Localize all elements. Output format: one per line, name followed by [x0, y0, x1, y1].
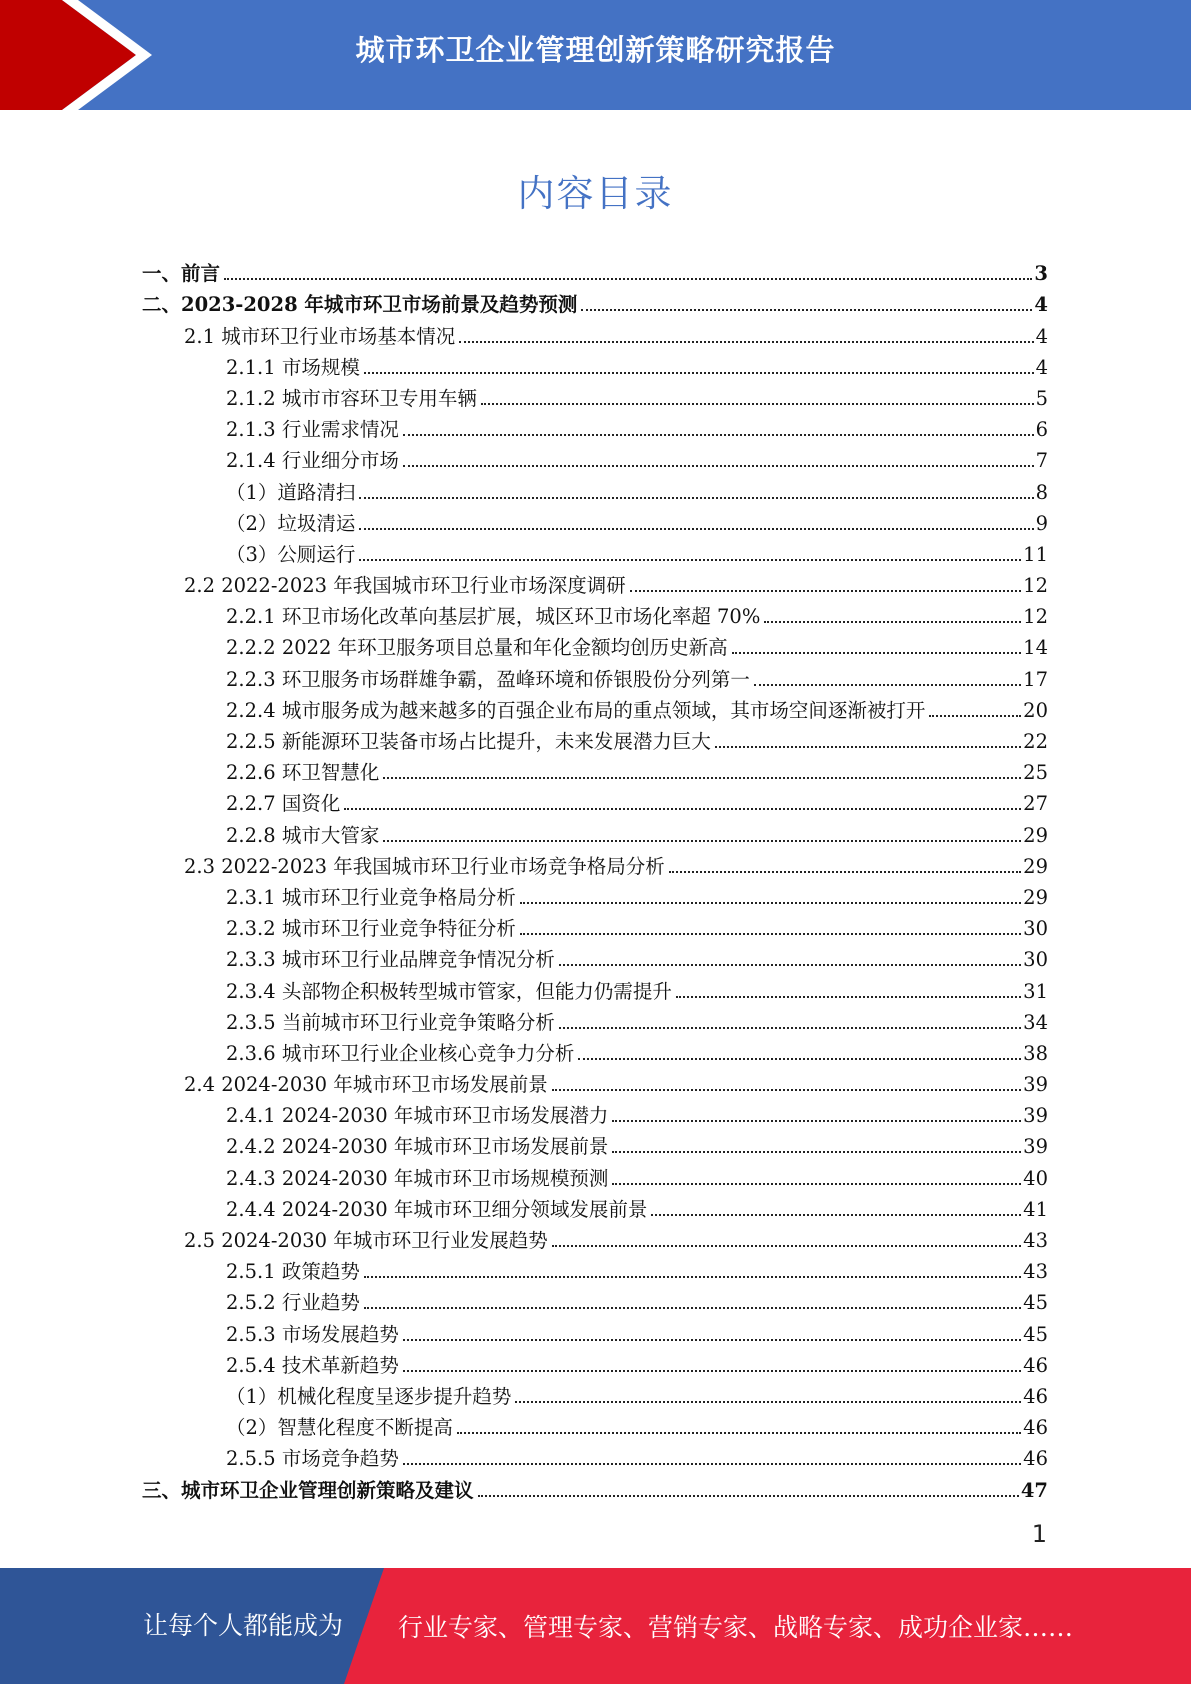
footer-slogan-left: 让每个人都能成为 [143, 1611, 344, 1640]
toc-dot-leader [481, 403, 1034, 405]
toc-entry[interactable] [142, 1158, 1048, 1189]
toc-entry-page: 29 [1023, 885, 1048, 909]
toc-entry-page: 46 [1023, 1384, 1048, 1408]
toc-entry[interactable] [142, 285, 1048, 316]
toc-entry-label: 2.5 2024-2030 年城市环卫行业发展趋势 [184, 1229, 548, 1252]
toc-entry[interactable] [142, 940, 1048, 971]
toc-entry-label: 2.5.4 技术革新趋势 [226, 1353, 399, 1377]
toc-dot-leader [520, 902, 1021, 904]
toc-dot-leader [383, 840, 1021, 842]
toc-dot-leader [552, 1245, 1021, 1247]
toc-dot-leader [520, 933, 1021, 935]
toc-dot-leader [630, 590, 1021, 592]
toc-entry-label: （2）智慧化程度不断提高 [226, 1416, 453, 1440]
toc-entry-label: 2.2.7 国资化 [226, 792, 341, 816]
toc-entry-page: 39 [1023, 1135, 1048, 1159]
toc-entry-label: 一、前言 [142, 262, 221, 286]
toc-entry[interactable] [142, 1127, 1048, 1158]
toc-entry[interactable] [142, 441, 1048, 472]
toc-entry-label: 2.2.6 环卫智慧化 [226, 761, 380, 785]
toc-entry-label: 2.2.4 城市服务成为越来越多的百强企业布局的重点领域，其市场空间逐渐被打开 [226, 698, 926, 722]
toc-entry-page: 41 [1023, 1197, 1048, 1221]
toc-entry[interactable] [142, 784, 1048, 815]
toc-entry-label: 2.3.5 当前城市环卫行业竞争策略分析 [226, 1010, 555, 1034]
toc-entry[interactable] [142, 971, 1048, 1002]
toc-entry-page: 25 [1023, 761, 1048, 785]
toc-entry-page: 47 [1020, 1478, 1048, 1502]
toc-dot-leader [715, 746, 1021, 748]
toc-dot-leader [676, 996, 1021, 998]
toc-entry-label: 二、2023-2028 年城市环卫市场前景及趋势预测 [142, 293, 578, 317]
page-number: 1 [1031, 1520, 1047, 1548]
toc-entry-label: 2.4.3 2024-2030 年城市环卫市场规模预测 [226, 1166, 609, 1190]
toc-dot-leader [459, 341, 1033, 343]
report-title: 城市环卫企业管理创新策略研究报告 [355, 33, 836, 67]
toc-entry[interactable] [142, 254, 1048, 285]
toc-entry-page: 39 [1023, 1104, 1048, 1128]
toc-entry-label: 2.2.8 城市大管家 [226, 823, 380, 847]
toc-entry-page: 4 [1035, 324, 1048, 348]
toc-entry-page: 4 [1034, 293, 1048, 317]
toc-entry-label: 2.2.3 环卫服务市场群雄争霸，盈峰环境和侨银股份分列第一 [226, 667, 750, 691]
toc-entry-page: 5 [1035, 386, 1048, 410]
toc-entry[interactable] [142, 722, 1048, 753]
toc-entry[interactable] [142, 1283, 1048, 1314]
toc-entry-page: 12 [1023, 605, 1048, 629]
toc-dot-leader [403, 1370, 1021, 1372]
toc-entry-page: 34 [1023, 1010, 1048, 1034]
toc-dot-leader [403, 1463, 1021, 1465]
toc-entry[interactable] [142, 753, 1048, 784]
toc-entry-label: 2.1.2 城市市容环卫专用车辆 [226, 386, 477, 410]
toc-dot-leader [559, 964, 1021, 966]
toc-dot-leader [359, 528, 1033, 530]
toc-entry-label: 2.2.1 环卫市场化改革向基层扩展，城区环卫市场化率超 70% [226, 605, 761, 629]
toc-title: 内容目录 [517, 172, 674, 215]
toc-dot-leader [383, 777, 1021, 779]
toc-entry-page: 14 [1023, 636, 1048, 660]
toc-entry-page: 8 [1035, 480, 1048, 504]
toc-entry-label: 2.3.2 城市环卫行业竞争特征分析 [226, 917, 516, 941]
toc-entry-page: 20 [1023, 698, 1048, 722]
toc-entry-label: 2.3 2022-2023 年我国城市环卫行业市场竞争格局分析 [184, 854, 665, 878]
toc-entry-page: 29 [1023, 823, 1048, 847]
report-footer [0, 1568, 1191, 1684]
toc-entry-label: 2.5.2 行业趋势 [226, 1291, 360, 1315]
toc-entry-page: 45 [1023, 1291, 1048, 1315]
toc-dot-leader [364, 372, 1034, 374]
toc-entry-label: （2）垃圾清运 [226, 511, 356, 535]
toc-entry[interactable] [142, 1065, 1048, 1096]
toc-dot-leader [552, 1089, 1021, 1091]
toc-dot-leader [515, 1401, 1021, 1403]
toc-entry[interactable] [142, 659, 1048, 690]
toc-entry-label: （1）道路清扫 [226, 480, 356, 504]
toc-entry-page: 31 [1023, 979, 1048, 1003]
toc-entry[interactable] [142, 815, 1048, 846]
toc-entry[interactable] [142, 472, 1048, 503]
toc-entry[interactable] [142, 878, 1048, 909]
toc-dot-leader [754, 684, 1021, 686]
toc-entry-page: 12 [1023, 574, 1048, 598]
toc-entry-label: 2.4.2 2024-2030 年城市环卫市场发展前景 [226, 1135, 609, 1159]
toc-dot-leader [612, 1120, 1021, 1122]
toc-entry-page: 38 [1023, 1041, 1048, 1065]
toc-dot-leader [559, 1027, 1021, 1029]
toc-entry[interactable] [142, 691, 1048, 722]
toc-entry-label: （3）公厕运行 [226, 542, 356, 566]
toc-entry-label: 2.3.1 城市环卫行业竞争格局分析 [226, 885, 516, 909]
toc-entry-page: 46 [1023, 1447, 1048, 1471]
toc-entry-page: 6 [1035, 418, 1048, 442]
toc-entry-page: 45 [1023, 1322, 1048, 1346]
footer-slogan-right: 行业专家、管理专家、营销专家、战略专家、成功企业家…… [398, 1613, 1074, 1642]
toc-entry[interactable] [142, 628, 1048, 659]
toc-entry[interactable] [142, 1096, 1048, 1127]
toc-entry-label: 2.4.1 2024-2030 年城市环卫市场发展潜力 [226, 1104, 609, 1128]
toc-entry-label: 2.4 2024-2030 年城市环卫市场发展前景 [184, 1073, 548, 1097]
toc-dot-leader [224, 278, 1032, 280]
toc-dot-leader [669, 871, 1021, 873]
toc-dot-leader [612, 1151, 1021, 1153]
toc-entry[interactable] [142, 410, 1048, 441]
toc-entry-label: 三、城市环卫企业管理创新策略及建议 [142, 1478, 474, 1502]
toc-entry-page: 30 [1023, 917, 1048, 941]
toc-entry[interactable] [142, 504, 1048, 535]
report-header [0, 0, 1191, 110]
toc-dot-leader [344, 808, 1021, 810]
toc-entry[interactable] [142, 1221, 1048, 1252]
toc-entry[interactable] [142, 1408, 1048, 1439]
toc-entry-label: 2.2.2 2022 年环卫服务项目总量和年化金额均创历史新高 [226, 636, 728, 660]
toc-dot-leader [403, 465, 1034, 467]
toc-entry-label: 2.3.4 头部物企积极转型城市管家，但能力仍需提升 [226, 979, 672, 1003]
header-arrow-icon [0, 0, 160, 110]
toc-entry-page: 11 [1023, 542, 1048, 566]
toc-entry-page: 7 [1035, 449, 1048, 473]
toc-entry[interactable] [142, 1377, 1048, 1408]
toc-entry-page: 29 [1023, 854, 1048, 878]
toc-entry-page: 3 [1034, 262, 1048, 286]
toc-entry-page: 17 [1023, 667, 1048, 691]
toc-entry[interactable] [142, 348, 1048, 379]
toc-entry-page: 30 [1023, 948, 1048, 972]
table-of-contents [142, 254, 1048, 1502]
toc-entry[interactable] [142, 1190, 1048, 1221]
toc-entry-page: 9 [1035, 511, 1048, 535]
toc-entry-page: 40 [1023, 1166, 1048, 1190]
toc-dot-leader [478, 1495, 1019, 1497]
toc-entry-label: 2.5.1 政策趋势 [226, 1260, 360, 1284]
toc-entry[interactable] [142, 847, 1048, 878]
toc-dot-leader [364, 1307, 1021, 1309]
toc-entry-label: 2.1 城市环卫行业市场基本情况 [184, 324, 456, 348]
toc-entry[interactable] [142, 379, 1048, 410]
toc-entry[interactable] [142, 1034, 1048, 1065]
toc-dot-leader [359, 559, 1021, 561]
toc-entry-page: 43 [1023, 1229, 1048, 1252]
toc-dot-leader [578, 1058, 1021, 1060]
toc-dot-leader [581, 309, 1032, 311]
toc-entry-page: 22 [1023, 730, 1048, 753]
toc-entry[interactable] [142, 1003, 1048, 1034]
toc-entry-label: 2.3.6 城市环卫行业企业核心竞争力分析 [226, 1041, 575, 1065]
toc-entry[interactable] [142, 535, 1048, 566]
toc-entry-page: 46 [1023, 1416, 1048, 1440]
toc-entry[interactable] [142, 1314, 1048, 1345]
toc-dot-leader [612, 1183, 1021, 1185]
toc-entry[interactable] [142, 597, 1048, 628]
toc-entry[interactable] [142, 909, 1048, 940]
toc-entry[interactable] [142, 566, 1048, 597]
toc-entry-page: 46 [1023, 1353, 1048, 1377]
toc-entry-label: 2.2 2022-2023 年我国城市环卫行业市场深度调研 [184, 574, 626, 598]
toc-entry-page: 43 [1023, 1260, 1048, 1284]
toc-entry[interactable] [142, 316, 1048, 347]
toc-entry-label: 2.2.5 新能源环卫装备市场占比提升，未来发展潜力巨大 [226, 730, 711, 753]
toc-entry-label: 2.1.1 市场规模 [226, 355, 360, 379]
toc-dot-leader [929, 715, 1021, 717]
toc-dot-leader [359, 497, 1033, 499]
toc-entry-page: 4 [1035, 355, 1048, 379]
toc-entry-label: 2.4.4 2024-2030 年城市环卫细分领域发展前景 [226, 1197, 648, 1221]
toc-dot-leader [732, 652, 1022, 654]
toc-dot-leader [403, 434, 1034, 436]
toc-entry-label: 2.1.4 行业细分市场 [226, 449, 399, 473]
toc-entry-label: 2.5.5 市场竞争趋势 [226, 1447, 399, 1471]
toc-entry[interactable] [142, 1439, 1048, 1470]
toc-entry-label: 2.1.3 行业需求情况 [226, 418, 399, 442]
toc-dot-leader [651, 1214, 1021, 1216]
toc-entry-label: （1）机械化程度呈逐步提升趋势 [226, 1384, 512, 1408]
toc-dot-leader [457, 1432, 1021, 1434]
toc-entry[interactable] [142, 1346, 1048, 1377]
toc-dot-leader [764, 621, 1021, 623]
toc-entry-label: 2.3.3 城市环卫行业品牌竞争情况分析 [226, 948, 555, 972]
toc-entry[interactable] [142, 1470, 1048, 1501]
toc-dot-leader [403, 1339, 1021, 1341]
toc-entry[interactable] [142, 1252, 1048, 1283]
toc-entry-page: 27 [1023, 792, 1048, 816]
toc-entry-label: 2.5.3 市场发展趋势 [226, 1322, 399, 1346]
toc-dot-leader [364, 1276, 1021, 1278]
toc-entry-page: 39 [1023, 1073, 1048, 1097]
